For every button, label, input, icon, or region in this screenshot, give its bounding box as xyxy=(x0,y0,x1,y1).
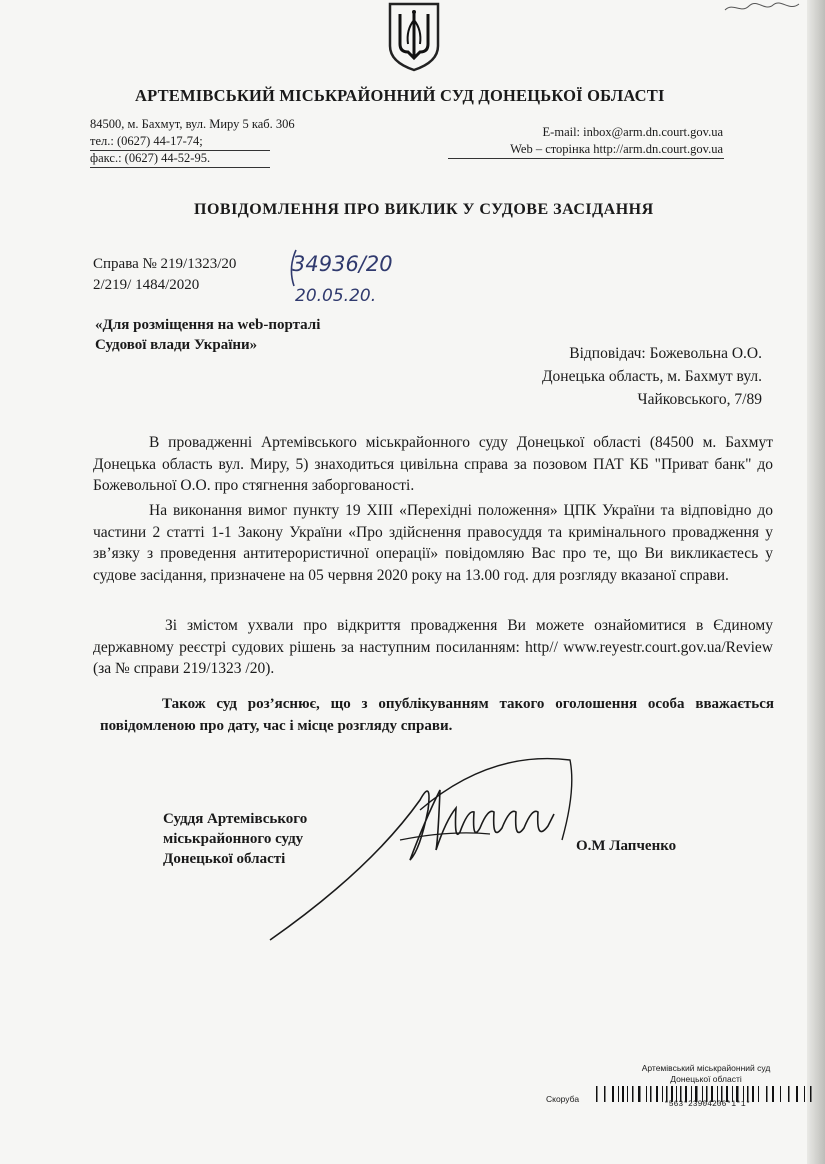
document-title: ПОВІДОМЛЕННЯ ПРО ВИКЛИК У СУДОВЕ ЗАСІДАННЯ xyxy=(194,201,654,218)
web-portal-note xyxy=(95,315,320,355)
court-address-block xyxy=(90,116,295,167)
respondent-address-1: Донецька область, м. Бахмут вул. xyxy=(541,368,762,385)
paragraph-summons: На виконання вимог пункту 19 XIII «Перехідні положення» ЦПК України та відповідно до частини 2 статті 1-1 Закону України «Про здійснення правосуддя та кримінального провадження у зв’язку з проведення антитерористичної операції» повідомляю Вас про те, що Ви викликаєтесь у судове засідання, призначене на 05 червня 2020 року на 13.00 год. для розгляду вказаної справи. xyxy=(93,502,773,584)
handwritten-registration-number: 34936/20 xyxy=(292,252,393,276)
judge-title-line-1: Суддя Артемівського xyxy=(163,811,308,827)
respondent-block xyxy=(470,342,762,411)
page-edge-shadow xyxy=(807,0,825,1164)
address-underline-right xyxy=(448,158,724,159)
barcode-number: *563*23904206*1*1* xyxy=(664,1100,751,1109)
handwritten-bracket xyxy=(284,248,300,288)
respondent-name: Відповідач: Божевольна О.О. xyxy=(569,345,762,362)
court-contact-block xyxy=(448,124,723,158)
judge-name: О.М Лапченко xyxy=(576,838,677,854)
address-underline-left xyxy=(90,150,270,151)
stamp-court-line-2: Донецької області xyxy=(670,1074,742,1084)
court-fax: факс.: (0627) 44-52-95. xyxy=(90,151,211,165)
court-web: Web – сторінка http://arm.dn.court.gov.ua xyxy=(510,142,723,156)
court-email: E-mail: inbox@arm.dn.court.gov.ua xyxy=(542,125,723,139)
address-underline-left-2 xyxy=(90,167,270,168)
receipt-stamp-court xyxy=(636,1063,776,1085)
respondent-address-2: Чайковського, 7/89 xyxy=(637,391,762,408)
paragraph-registry: Зі змістом ухвали про відкриття провадження Ви можете ознайомитися в Єдиному державному реєстрі судових рішень за наступним посиланням: http// www.reyestr.court.gov.ua/Review (за № справи 219/1323 /20). xyxy=(93,617,773,677)
case-number: Справа № 219/1323/20 xyxy=(93,256,237,272)
paragraph-proceedings: В провадженні Артемівського міськрайонного суду Донецької області (84500 м. Бахмут Донецька область вул. Миру, 5) знаходиться цивільна справа за позовом ПАТ КБ "Приват банк" до Божевольної О.О. про стягнення заборгованості. xyxy=(93,434,773,494)
judge-signature xyxy=(250,750,610,950)
judge-title-line-2: міськрайонного суду xyxy=(163,831,304,847)
judge-title-line-3: Донецької області xyxy=(163,851,286,867)
web-note-line-2: Судової влади України» xyxy=(95,337,258,353)
court-address: 84500, м. Бахмут, вул. Миру 5 каб. 306 xyxy=(90,117,295,131)
court-name: АРТЕМІВСЬКИЙ МІСЬКРАЙОННИЙ СУД ДОНЕЦЬКОЇ ОБЛАСТІ xyxy=(135,86,665,105)
case-number-block xyxy=(93,254,236,296)
stamp-label: Скоруба xyxy=(546,1094,580,1104)
court-phone: тел.: (0627) 44-17-74; xyxy=(90,134,203,148)
corner-handwriting xyxy=(721,0,801,16)
web-note-line-1: «Для розміщення на web-порталі xyxy=(95,317,321,333)
coat-of-arms-icon xyxy=(384,0,444,72)
handwritten-registration-date: 20.05.20. xyxy=(295,286,377,306)
paragraph-clarification: Також суд роз’яснює, що з опублікуванням такого оголошення особа вважається повідомленою про дату, час і місце розгляду справи. xyxy=(100,696,774,734)
case-proceeding-number: 2/219/ 1484/2020 xyxy=(93,277,200,293)
stamp-court-line-1: Артемівський міськрайонний суд xyxy=(641,1063,771,1073)
